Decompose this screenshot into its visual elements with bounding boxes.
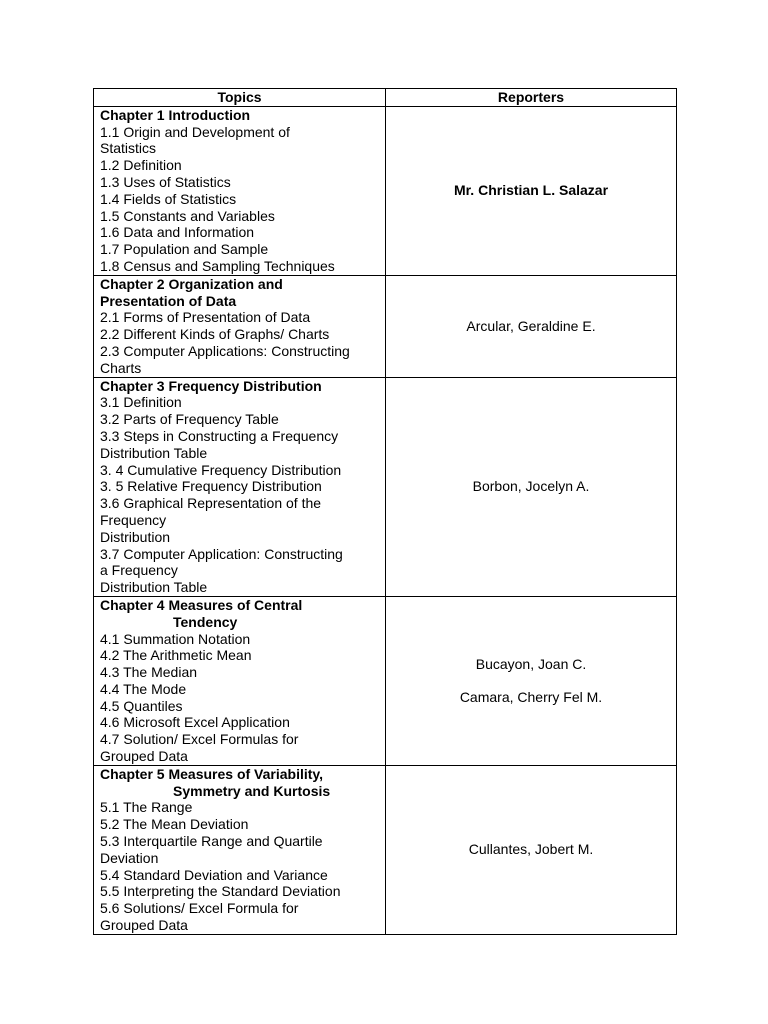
topic-line: 1.3 Uses of Statistics: [100, 173, 231, 190]
topic-line: 3.7 Computer Application: Constructing: [100, 545, 343, 562]
topic-line: 1.8 Census and Sampling Techniques: [100, 257, 335, 274]
reporters-header: Reporters: [386, 89, 677, 107]
topic-line: 4.7 Solution/ Excel Formulas for: [100, 731, 299, 748]
header-row: [94, 89, 677, 107]
topic-line: Frequency: [100, 511, 167, 528]
topic-line: 5.4 Standard Deviation and Variance: [100, 866, 328, 883]
topic-line: 4.5 Quantiles: [100, 697, 183, 714]
topic-line: 5.5 Interpreting the Standard Deviation: [100, 883, 341, 900]
table-body: [94, 106, 677, 934]
topics-header: Topics: [94, 89, 386, 107]
topic-line: 5.2 The Mean Deviation: [100, 816, 249, 833]
reporters-cell: [386, 765, 677, 934]
topics-cell: [94, 596, 386, 765]
chapter-title: Chapter 4 Measures of Central: [100, 596, 303, 613]
table-row: [94, 106, 677, 275]
topics-cell: [94, 765, 386, 934]
topics-cell: [94, 377, 386, 596]
topic-line: 2.3 Computer Applications: Constructing: [100, 342, 350, 359]
chapter-title: Chapter 2 Organization and: [100, 275, 283, 292]
topic-line: 1.7 Population and Sample: [100, 241, 269, 258]
topic-line: 1.5 Constants and Variables: [100, 207, 275, 224]
topic-line: Symmetry and Kurtosis: [173, 782, 331, 799]
table-row: [94, 596, 677, 765]
chapter-title: Chapter 1 Introduction: [100, 106, 251, 123]
reporter-name: Bucayon, Joan C.: [475, 655, 587, 672]
topic-line: 4.2 The Arithmetic Mean: [100, 647, 252, 664]
topic-line: 3. 4 Cumulative Frequency Distribution: [100, 461, 342, 478]
reporter-name: Arcular, Geraldine E.: [466, 317, 596, 334]
topic-line: Distribution Table: [100, 579, 208, 596]
reporter-name: Mr. Christian L. Salazar: [453, 182, 609, 199]
topic-line: 3.2 Parts of Frequency Table: [100, 411, 279, 428]
topic-line: Statistics: [100, 140, 157, 157]
topic-line: Charts: [100, 359, 142, 376]
topic-line: 4.1 Summation Notation: [100, 630, 251, 647]
chapter-title: Chapter 5 Measures of Variability,: [100, 765, 324, 782]
topic-line: Distribution Table: [100, 444, 208, 461]
reporters-cell: [386, 275, 677, 377]
topic-line: 3. 5 Relative Frequency Distribution: [100, 478, 322, 495]
topic-line: a Frequency: [100, 562, 178, 579]
topic-line: 1.2 Definition: [100, 157, 182, 174]
table-row: [94, 275, 677, 377]
topic-line: 3.1 Definition: [100, 394, 182, 411]
topic-line: Grouped Data: [100, 917, 188, 934]
topic-line: 4.4 The Mode: [100, 680, 187, 697]
topic-line: 1.4 Fields of Statistics: [100, 190, 237, 207]
topics-cell: [94, 106, 386, 275]
chapter-title: Chapter 3 Frequency Distribution: [100, 377, 322, 394]
reporters-cell: [386, 377, 677, 596]
topic-line: 4.6 Microsoft Excel Application: [100, 714, 290, 731]
reporter-name: Cullantes, Jobert M.: [468, 841, 594, 858]
reporters-cell: [386, 596, 677, 765]
reporters-cell: [386, 106, 677, 275]
topic-line: 5.6 Solutions/ Excel Formula for: [100, 900, 299, 917]
topic-line: 5.3 Interquartile Range and Quartile: [100, 833, 323, 850]
reporter-name: Camara, Cherry Fel M.: [459, 689, 603, 706]
topic-line: 3.3 Steps in Constructing a Frequency: [100, 427, 339, 444]
topics-cell: [94, 275, 386, 377]
topic-line: Presentation of Data: [100, 292, 237, 309]
topic-line: Tendency: [173, 613, 238, 630]
topic-line: Grouped Data: [100, 748, 188, 765]
topic-line: 1.6 Data and Information: [100, 224, 255, 241]
topic-line: 2.2 Different Kinds of Graphs/ Charts: [100, 326, 330, 343]
topic-line: 4.3 The Median: [100, 664, 198, 681]
topic-line: Distribution: [100, 528, 171, 545]
reporter-name: Borbon, Jocelyn A.: [472, 478, 590, 495]
table-row: [94, 377, 677, 596]
topic-line: 3.6 Graphical Representation of the: [100, 495, 322, 512]
topic-line: 2.1 Forms of Presentation of Data: [100, 309, 311, 326]
topic-line: 5.1 The Range: [100, 799, 193, 816]
topics-reporters-table: [93, 88, 677, 935]
topic-line: Deviation: [100, 849, 159, 866]
table-row: [94, 765, 677, 934]
topic-line: 1.1 Origin and Development of: [100, 123, 290, 140]
